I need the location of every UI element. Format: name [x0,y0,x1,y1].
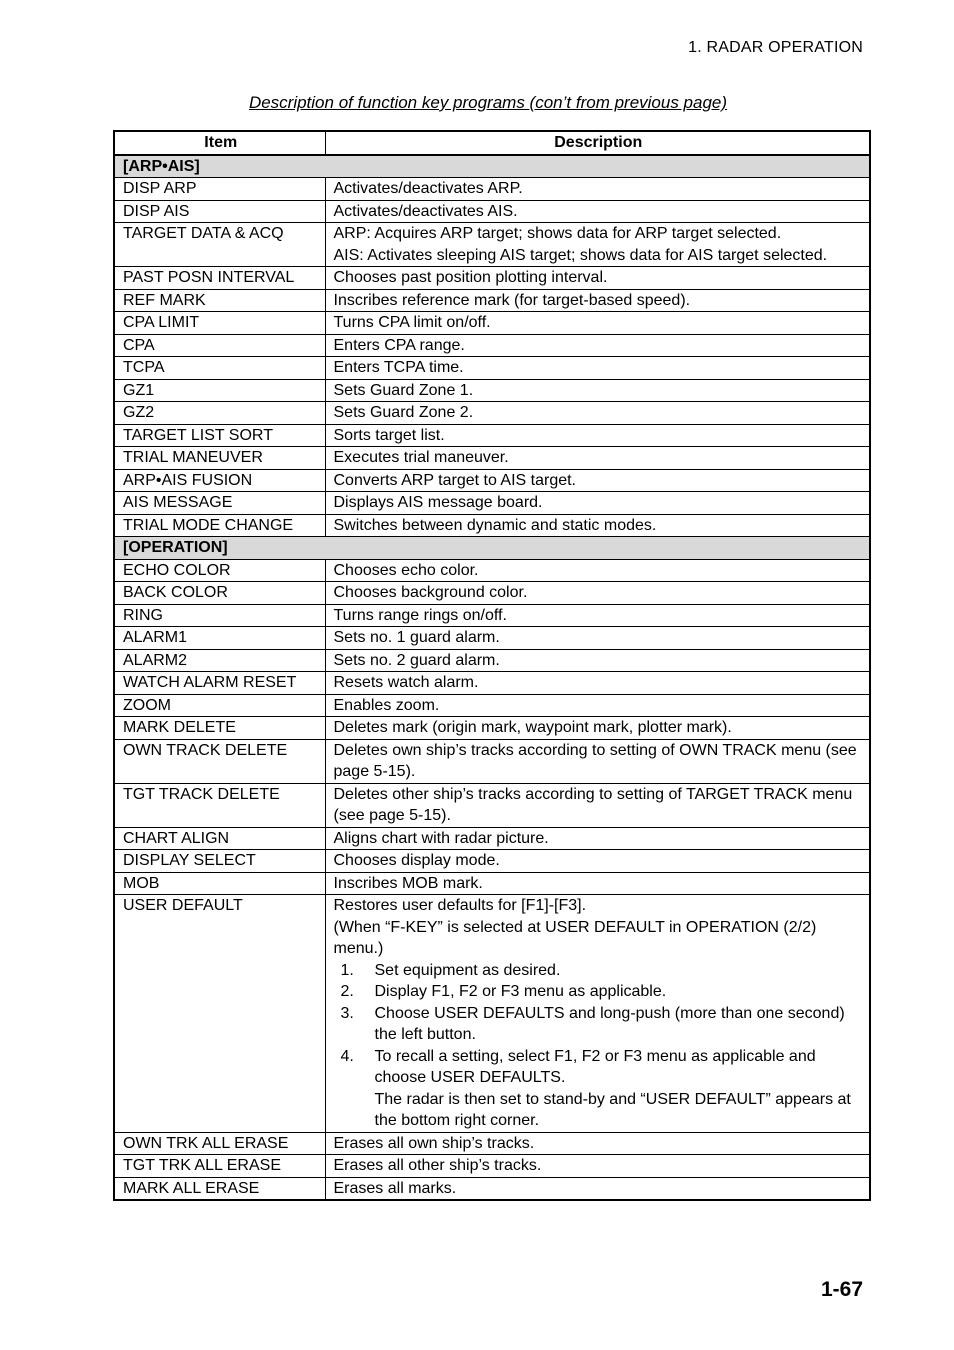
description-line: Deletes other ship’s tracks according to setting of TARGET TRACK menu (see page 5-15). [333,785,853,824]
description-line: Chooses echo color. [333,561,479,579]
table-row [114,289,870,312]
function-key-table [113,130,871,1201]
procedure-step [334,960,864,982]
item-cell: ARP•AIS FUSION [114,469,325,492]
description-cell [325,334,870,357]
description-cell [325,492,870,515]
table-row [114,200,870,223]
description-line: (When “F-KEY” is selected at USER DEFAULT in OPERATION (2/2) menu.) [333,918,817,957]
description-line: Enters CPA range. [333,336,465,354]
description-cell [325,672,870,695]
description-line: Resets watch alarm. [333,674,479,691]
description-cell [325,1177,870,1200]
description-line: Turns range rings on/off. [333,606,507,624]
table-row [114,872,870,895]
description-line: Deletes mark (origin mark, waypoint mark, plotter mark). [333,719,732,736]
page-number: 1-67 [820,1278,863,1301]
table-row [114,783,870,827]
item-cell: ECHO COLOR [114,559,325,582]
item-cell: RING [114,604,325,627]
item-cell: TRIAL MANEUVER [114,447,325,470]
description-cell [325,447,870,470]
item-cell: OWN TRK ALL ERASE [114,1132,325,1155]
description-cell [325,1132,870,1155]
step-number: 2. [340,983,354,1000]
table-row [114,627,870,650]
description-line: Enters TCPA time. [333,359,464,376]
description-line: Restores user defaults for [F1]-[F3]. [333,897,587,914]
item-cell: TGT TRACK DELETE [114,783,325,827]
table-row [114,402,870,425]
description-line: Displays AIS message board. [333,494,543,511]
table-row [114,1132,870,1155]
table-row [114,312,870,335]
description-cell [325,469,870,492]
item-cell: TARGET DATA & ACQ [114,223,325,267]
description-cell [325,559,870,582]
description-line: Sets Guard Zone 2. [333,404,474,421]
description-line: Sets no. 2 guard alarm. [333,651,500,669]
item-cell: OWN TRACK DELETE [114,739,325,783]
description-line: Erases all own ship’s tracks. [333,1134,535,1152]
table-row [114,582,870,605]
table-row [114,717,870,740]
description-cell [325,717,870,740]
table-row [114,357,870,380]
description-cell [325,357,870,380]
step-number: 3. [340,1004,354,1022]
item-cell: TGT TRK ALL ERASE [114,1155,325,1178]
description-cell [325,604,870,627]
table-row [114,694,870,717]
table-row [114,447,870,470]
description-cell [325,1155,870,1178]
description-line: Enables zoom. [333,696,440,714]
step-text: Display F1, F2 or F3 menu as applicable. [374,983,667,1000]
description-line: Activates/deactivates ARP. [333,180,523,197]
item-cell: USER DEFAULT [114,895,325,1133]
item-cell: MARK ALL ERASE [114,1177,325,1200]
table-row [114,379,870,402]
description-cell [325,402,870,425]
item-cell: ALARM1 [114,627,325,650]
description-line: Erases all other ship’s tracks. [333,1157,542,1174]
description-line: Executes trial maneuver. [333,449,509,466]
table-row [114,492,870,515]
procedure-step [334,1046,864,1089]
description-cell [325,872,870,895]
item-cell: GZ2 [114,402,325,425]
table-row [114,267,870,290]
table-row [114,223,870,267]
step-text: Set equipment as desired. [374,961,561,979]
table-row [114,649,870,672]
table-row [114,895,870,1133]
item-cell: PAST POSN INTERVAL [114,267,325,290]
description-line: Switches between dynamic and static modes. [333,516,657,534]
table-row [114,514,870,537]
table-body [114,155,870,1201]
section-header-row [114,537,870,560]
description-line: Chooses background color. [333,584,528,601]
step-note: The radar is then set to stand-by and “USER DEFAULT” appears at the bottom right corner. [374,1090,851,1129]
description-cell [325,850,870,873]
description-cell [325,694,870,717]
item-cell: TRIAL MODE CHANGE [114,514,325,537]
description-line: Activates/deactivates AIS. [333,202,518,220]
section-title: [OPERATION] [114,537,870,560]
description-line: Erases all marks. [333,1179,457,1197]
description-line: Deletes own ship’s tracks according to setting of OWN TRACK menu (see page 5-15). [333,741,857,780]
table-row [114,850,870,873]
item-cell: TARGET LIST SORT [114,424,325,447]
description-line: Converts ARP target to AIS target. [333,471,576,489]
step-number: 4. [340,1047,354,1065]
item-cell: ZOOM [114,694,325,717]
description-cell [325,895,870,1133]
description-cell [325,424,870,447]
table-row [114,1155,870,1178]
item-column-header: Item [114,131,325,155]
procedure-step [334,981,864,1003]
description-cell [325,223,870,267]
description-cell [325,200,870,223]
item-cell: MARK DELETE [114,717,325,740]
section-title: [ARP•AIS] [114,155,870,178]
description-cell [325,514,870,537]
description-cell [325,289,870,312]
item-cell: GZ1 [114,379,325,402]
description-line: ARP: Acquires ARP target; shows data for ARP target selected. [333,225,782,242]
step-text: Choose USER DEFAULTS and long-push (more than one second) the left button. [374,1004,845,1043]
section-header-row [114,155,870,178]
item-cell: CHART ALIGN [114,827,325,850]
description-line: Chooses past position plotting interval. [333,269,608,286]
chapter-header: 1. RADAR OPERATION [688,39,863,56]
description-line: Sets no. 1 guard alarm. [333,629,500,646]
table-row [114,604,870,627]
table-row [114,1177,870,1200]
table-row [114,424,870,447]
table-row [114,469,870,492]
description-cell [325,627,870,650]
item-cell: AIS MESSAGE [114,492,325,515]
item-cell: REF MARK [114,289,325,312]
description-line: Turns CPA limit on/off. [333,314,491,331]
table-row [114,559,870,582]
item-cell: MOB [114,872,325,895]
table-row [114,334,870,357]
description-line: Chooses display mode. [333,852,500,869]
table-header-row [114,131,870,155]
table-row [114,827,870,850]
description-cell [325,178,870,201]
description-cell [325,582,870,605]
description-cell [325,267,870,290]
description-line: Inscribes reference mark (for target-based speed). [333,291,691,309]
description-column-header: Description [325,131,870,155]
item-cell: TCPA [114,357,325,380]
item-cell: WATCH ALARM RESET [114,672,325,695]
description-line: Aligns chart with radar picture. [333,829,549,847]
procedure-steps [334,960,864,1089]
description-cell [325,649,870,672]
item-cell: CPA LIMIT [114,312,325,335]
description-cell [325,739,870,783]
table-row [114,672,870,695]
description-cell [325,783,870,827]
item-cell: DISP ARP [114,178,325,201]
description-line: AIS: Activates sleeping AIS target; shows data for AIS target selected. [333,246,828,264]
table-row [114,739,870,783]
step-number: 1. [340,961,354,979]
item-cell: CPA [114,334,325,357]
description-cell [325,312,870,335]
item-cell: DISP AIS [114,200,325,223]
item-cell: BACK COLOR [114,582,325,605]
table-row [114,178,870,201]
description-line: Inscribes MOB mark. [333,874,483,892]
item-cell: DISPLAY SELECT [114,850,325,873]
procedure-step [334,1003,864,1046]
description-line: Sorts target list. [333,426,445,444]
step-text: To recall a setting, select F1, F2 or F3 menu as applicable and choose USER DEFAULTS. [374,1047,816,1086]
description-cell [325,827,870,850]
description-line: Sets Guard Zone 1. [333,381,474,399]
description-cell [325,379,870,402]
table-caption: Description of function key programs (con’t from previous page) [248,93,728,112]
item-cell: ALARM2 [114,649,325,672]
